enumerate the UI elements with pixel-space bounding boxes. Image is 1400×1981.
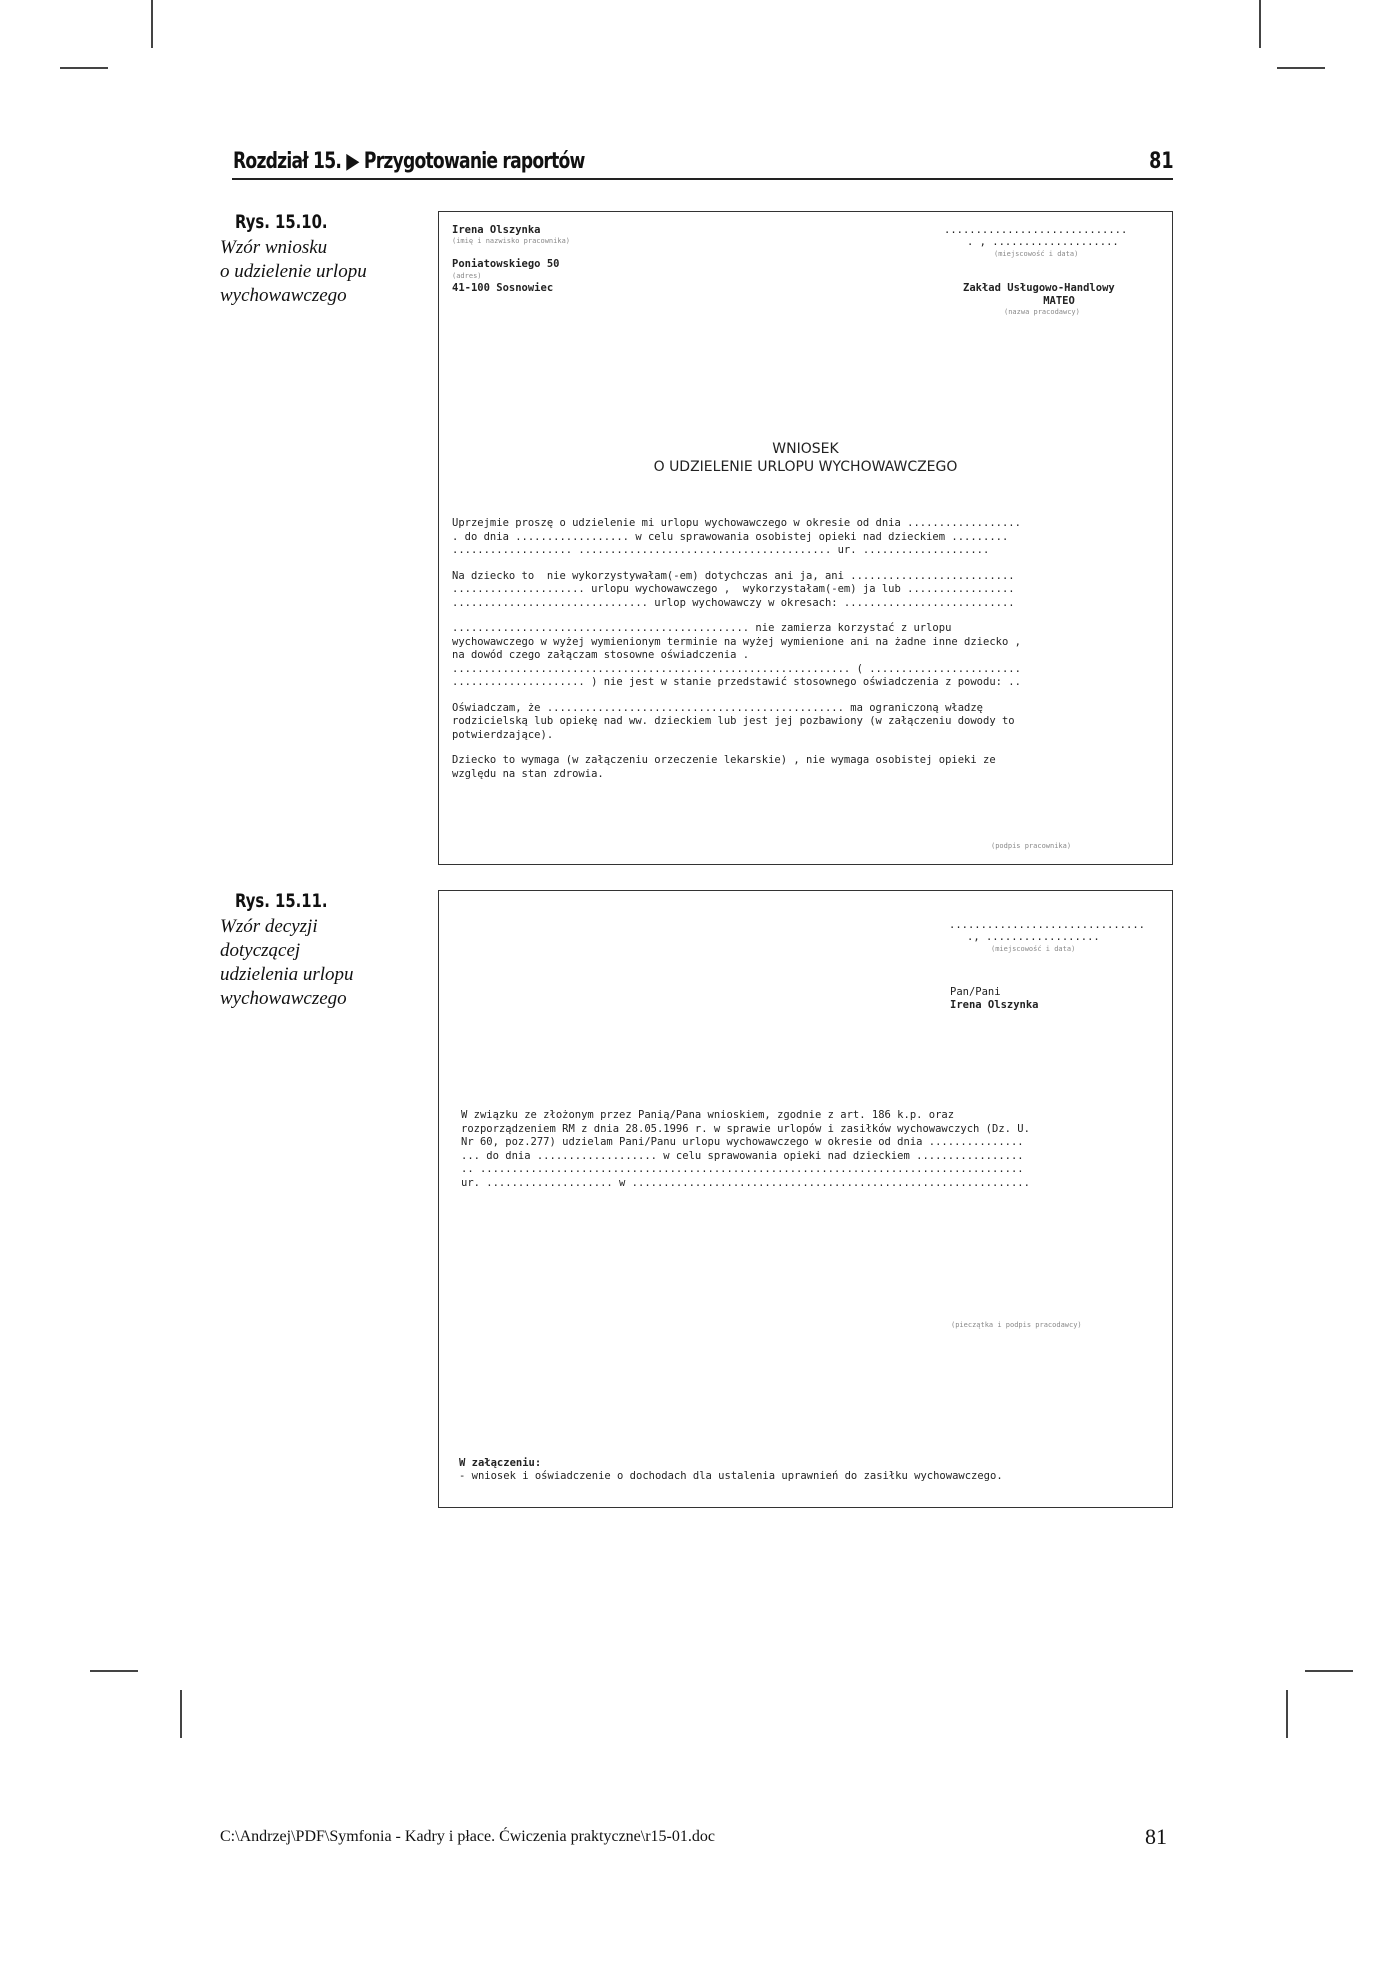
place-date-dots: ............................. — [944, 224, 1128, 236]
chapter-title: Rozdział 15. ▶ Przygotowanie raportów — [233, 149, 585, 174]
body-line: względu na stan zdrowia. — [452, 767, 604, 780]
figure-decision-form — [438, 890, 1173, 1508]
place-date-dots: . , .................... — [967, 236, 1119, 248]
body-line: ............................... urlop wychowawczy w okresach: ........................... — [452, 596, 1015, 609]
employee-name: Irena Olszynka — [452, 224, 541, 236]
place-date-hint: (miejscowość i data) — [994, 250, 1079, 258]
figure-application-form — [438, 211, 1173, 865]
body-line: Dziecko to wymaga (w załączeniu orzeczenie lekarskie) , nie wymaga osobistej opieki ze — [452, 754, 996, 766]
crop-mark — [60, 67, 108, 69]
stamp-signature-hint: (pieczątka i podpis pracodawcy) — [951, 1321, 1082, 1329]
employer-hint: (nazwa pracodawcy) — [1004, 308, 1080, 316]
addressee-salutation: Pan/Pani — [950, 986, 1001, 998]
body-line: . do dnia .................. w celu sprawowania osobistej opieki nad dzieckiem ......... — [452, 530, 1009, 543]
body-line: rodzicielską lub opiekę nad ww. dzieckiem lub jest jej pozbawiony (w załączeniu dowody to — [452, 715, 1015, 727]
body-line: Na dziecko to nie wykorzystywałam(-em) dotychczas ani ja, ani .......................... — [452, 569, 1015, 582]
employer-name: MATEO — [1043, 295, 1075, 307]
crop-mark — [180, 1690, 182, 1738]
header-rule — [232, 178, 1173, 180]
employee-city: 41-100 Sosnowiec — [452, 282, 554, 294]
footer-file-path: C:\Andrzej\PDF\Symfonia - Kadry i płace. Ćwiczenia praktyczne\r15-01.doc — [220, 1828, 715, 1845]
body-line: rozporządzeniem RM z dnia 28.05.1996 r. w sprawie urlopów i zasiłków wychowawczych (Dz. U. — [461, 1122, 1030, 1135]
body-line: ur. .................... w ............................................................... — [461, 1176, 1030, 1189]
crop-mark — [1286, 1690, 1288, 1738]
body-line: .. ...................................................................................... — [461, 1163, 1024, 1175]
body-line: ..................... ) nie jest w stanie przedstawić stosownego oświadczenia z powodu: .. — [452, 676, 1021, 688]
employee-name-hint: (imię i nazwisko pracownika) — [452, 237, 571, 245]
crop-mark — [1305, 1670, 1353, 1672]
body-line: ............................................... nie zamierza korzystać z urlopu — [452, 622, 952, 634]
decision-body — [461, 1109, 1030, 1190]
body-line: Uprzejmie proszę o udzielenie mi urlopu wychowawczego w okresie od dnia .................. — [452, 517, 1021, 529]
employee-street: Poniatowskiego 50 — [452, 258, 560, 270]
addressee-name: Irena Olszynka — [950, 999, 1039, 1011]
attachment-item: - wniosek i oświadczenie o dochodach dla ustalenia uprawnień do zasiłku wychowawczego. — [459, 1470, 1003, 1482]
document-title — [439, 440, 1172, 476]
figure-label: Rys. 15.11. — [235, 890, 328, 912]
body-line: ............................................................... ( ........................ — [452, 662, 1021, 675]
body-line: W związku ze złożonym przez Panią/Pana wnioskiem, zgodnie z art. 186 k.p. oraz — [461, 1109, 955, 1121]
employer-name: Zakład Usługowo-Handlowy — [963, 282, 1115, 294]
signature-hint: (podpis pracownika) — [991, 842, 1072, 850]
crop-mark — [1259, 0, 1261, 48]
header-page-number: 81 — [1149, 149, 1174, 174]
body-line: ... do dnia ................... w celu sprawowania opieki nad dzieckiem ................. — [461, 1149, 1024, 1162]
place-date-hint: (miejscowość i data) — [991, 945, 1076, 953]
figure-caption: Wzór decyzji dotyczącej udzielenia urlopu wychowawczego — [220, 916, 354, 1009]
crop-mark — [90, 1670, 138, 1672]
body-line: ................... ........................................ ur. .................... — [452, 544, 990, 556]
attachment-title: W załączeniu: — [459, 1457, 542, 1469]
body-line: Nr 60, poz.277) udzielam Pani/Panu urlopu wychowawczego w okresie od dnia ............... — [461, 1136, 1024, 1148]
footer-page-number: 81 — [1145, 1824, 1167, 1849]
figure-label: Rys. 15.10. — [235, 211, 328, 233]
body-line: wychowawczego w wyżej wymienionym terminie na wyżej wymienione ani na żadne inne dziecko , — [452, 635, 1021, 648]
figure-caption: Wzór wniosku o udzielenie urlopu wychowawczego — [220, 237, 367, 306]
place-date-dots: ., .................. — [967, 931, 1100, 943]
place-date-dots: ............................... — [949, 919, 1145, 931]
address-hint: (adres) — [452, 272, 482, 280]
document-title-line: O UDZIELENIE URLOPU WYCHOWAWCZEGO — [653, 459, 958, 475]
crop-mark — [1277, 67, 1325, 69]
request-body — [452, 517, 1021, 781]
body-line: na dowód czego załączam stosowne oświadczenia . — [452, 649, 750, 661]
body-line: ..................... urlopu wychowawczego , wykorzystałam(-em) ja lub ................. — [452, 583, 1015, 595]
body-line: Oświadczam, że ............................................... ma ograniczoną władzę — [452, 701, 984, 714]
document-title-line: WNIOSEK — [772, 441, 839, 457]
crop-mark — [151, 0, 153, 48]
body-line: potwierdzające). — [452, 728, 554, 741]
